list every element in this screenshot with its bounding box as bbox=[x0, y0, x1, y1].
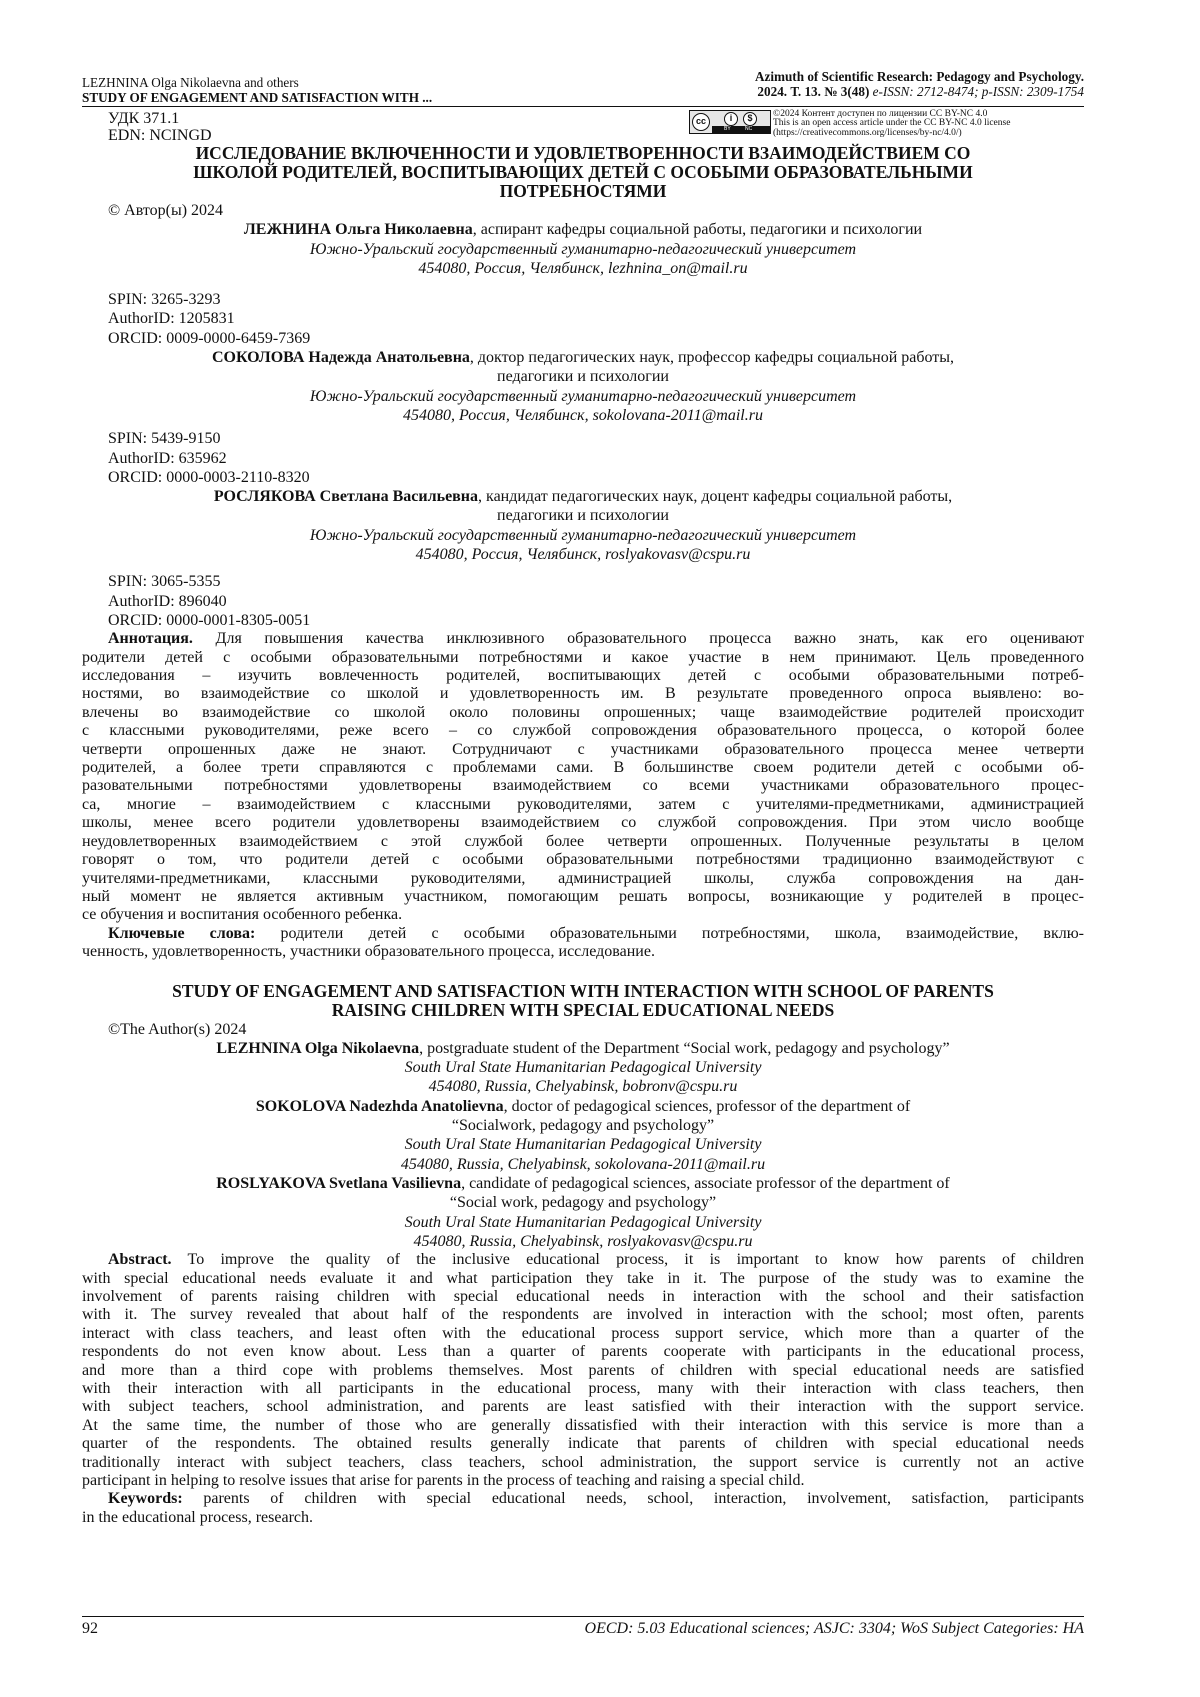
page-footer bbox=[82, 1616, 1084, 1637]
page-number: 92 bbox=[82, 1620, 98, 1637]
en-author-role: , candidate of pedagogical sciences, associate professor of the department of bbox=[461, 1174, 950, 1192]
ru-abstract bbox=[82, 630, 1084, 925]
ru-keywords-line: ченность, удовлетворенность, участники образовательного процесса, исследование. bbox=[82, 943, 655, 961]
en-abstract-line: At the same time, the number of those who are generally dissatisfied with their interaction with this service is more than a bbox=[82, 1416, 1084, 1434]
header-journal-name: Azimuth of Scientific Research: Pedagogy and Psychology. bbox=[754, 69, 1084, 84]
en-abstract-line: with their interaction with all participants in the educational process, many with their interaction with class teachers, then bbox=[82, 1379, 1084, 1397]
en-author-address: 454080, Russia, Chelyabinsk, sokolovana-2011@mail.ru bbox=[400, 1155, 766, 1173]
en-author-university: South Ural State Humanitarian Pedagogical University bbox=[404, 1213, 762, 1231]
ru-author-role: , доктор педагогических наук, профессор кафедры социальной работы, bbox=[469, 349, 955, 367]
edn-code: EDN: NCINGD bbox=[108, 127, 212, 144]
en-author-address: 454080, Russia, Chelyabinsk, roslyakovasv@cspu.ru bbox=[413, 1232, 753, 1250]
ru-abstract-line: школы, менее всего родители удовлетворены взаимодействием со службой сопровождения. При этом число вообще bbox=[82, 814, 1084, 832]
ru-abstract-line: се обучения и воспитания особенного ребенка. bbox=[82, 906, 403, 924]
ru-author-authorid: AuthorID: 635962 bbox=[108, 449, 227, 467]
ru-abstract-line: ный момент не является активным участником, помогающим решать вопросы, возникающие у родителей в процес- bbox=[82, 887, 1084, 905]
ru-author-role: , аспирант кафедры социальной работы, педагогики и психологии bbox=[472, 221, 923, 239]
license-text bbox=[773, 110, 1083, 138]
ru-abstract-line: ностями, во взаимодействие со школой и удовлетворенность им. В результате проведенного опроса выявлено: во- bbox=[82, 685, 1084, 703]
license-block bbox=[689, 110, 1083, 138]
en-abstract-line: interact with class teachers, and least often with the educational process support service, which more than a quarter of the bbox=[82, 1324, 1084, 1342]
en-title-line: STUDY OF ENGAGEMENT AND SATISFACTION WITH INTERACTION WITH SCHOOL OF PARENTS bbox=[172, 980, 994, 1001]
ru-abstract-line: исследования – изучить вовлеченность родителей, воспитывающих детей с особыми образовательными потреб- bbox=[82, 667, 1084, 685]
ru-author-2 bbox=[82, 348, 1084, 487]
en-author-role: , postgraduate student of the Department “Social work, pedagogy and psychology” bbox=[419, 1039, 950, 1057]
running-header bbox=[82, 66, 1084, 107]
en-author-2 bbox=[82, 1097, 1084, 1174]
ru-author-role-cont: педагогики и психологии bbox=[497, 368, 669, 386]
ru-author-role: , кандидат педагогических наук, доцент кафедры социальной работы, bbox=[478, 488, 953, 506]
en-author-role-cont: “Socialwork, pedagogy and psychology” bbox=[451, 1117, 715, 1135]
udk-row bbox=[82, 110, 1084, 144]
ru-title-line: ПОТРЕБНОСТЯМИ bbox=[499, 181, 667, 201]
ru-author-university: Южно-Уральский государственный гуманитарно-педагогический университет bbox=[309, 526, 857, 544]
udk-code: УДК 371.1 bbox=[108, 110, 180, 127]
en-abstract-line: quarter of the respondents. The obtained results generally indicate that parents of children with special educational needs bbox=[82, 1435, 1084, 1453]
en-abstract-line: respondents do not even know about. Less than a quarter of parents cooperate with participants in the educational process, bbox=[82, 1343, 1084, 1361]
subject-classification: OECD: 5.03 Educational sciences; ASJC: 3304; WoS Subject Categories: HA bbox=[584, 1620, 1084, 1637]
en-copyright: ©The Author(s) 2024 bbox=[108, 1020, 247, 1038]
ru-keywords-line: родители детей с особыми образовательными потребностями, школа, взаимодействие, вклю- bbox=[255, 924, 1085, 942]
license-line: ©2024 Контент доступен по лицензии CC BY-NC 4.0 bbox=[773, 109, 988, 119]
en-abstract-line: with special educational needs evaluate it and what participation they take in it. The purpose of the study was to examine the bbox=[82, 1269, 1084, 1287]
badge-by-label: BY bbox=[724, 126, 731, 132]
ru-abstract-line: влечены во взаимодействие со школой около половины опрошенных; чаще взаимодействие родителей происходит bbox=[82, 703, 1084, 721]
header-authors: LEZHNINA Olga Nikolaevna and others bbox=[82, 75, 299, 90]
ru-author-spin: SPIN: 3065-5355 bbox=[108, 573, 221, 591]
ru-abstract-line: четверти опрошенных даже не знают. Сотрудничают с участниками образовательного процесса менее четверти bbox=[82, 740, 1084, 758]
en-author-role: , doctor of pedagogical sciences, professor of the department of bbox=[503, 1097, 911, 1115]
en-abstract-line: involvement of parents raising children with special educational needs in interaction with the school and their satisfaction bbox=[82, 1287, 1084, 1305]
ru-author-name: ЛЕЖНИНА Ольга Николаевна bbox=[243, 221, 473, 239]
ru-author-name: РОСЛЯКОВА Светлана Васильевна bbox=[213, 488, 479, 506]
badge-strip bbox=[712, 126, 770, 133]
en-author-name: SOKOLOVA Nadezhda Anatolievna bbox=[255, 1097, 504, 1115]
header-short-title: STUDY OF ENGAGEMENT AND SATISFACTION WITH ... bbox=[82, 90, 433, 105]
ru-author-3 bbox=[82, 487, 1084, 630]
header-issue bbox=[755, 84, 1084, 99]
ru-abstract-label: Аннотация. bbox=[108, 630, 193, 648]
ru-keywords-label: Ключевые слова: bbox=[108, 924, 256, 942]
ru-copyright: © Автор(ы) 2024 bbox=[108, 202, 224, 219]
cc-by-nc-badge bbox=[689, 110, 771, 134]
ru-author-orcid: ORCID: 0000-0001-8305-0051 bbox=[108, 611, 311, 629]
en-keywords-label: Keywords: bbox=[108, 1490, 183, 1508]
ru-title-line: ИССЛЕДОВАНИЕ ВКЛЮЧЕННОСТИ И УДОВЛЕТВОРЕННОСТИ ВЗАИМОДЕЙСТВИЕМ СО bbox=[195, 143, 971, 163]
en-abstract bbox=[82, 1251, 1084, 1490]
ru-abstract-line: Для повышения качества инклюзивного образовательного процесса важно знать, как его оценивают bbox=[192, 630, 1084, 648]
ru-abstract-line: учителями-предметниками, классными руководителями, администрацией школы, служба сопровождения на дан- bbox=[82, 869, 1084, 887]
ru-author-orcid: ORCID: 0009-0000-6459-7369 bbox=[108, 329, 311, 347]
license-line: (https://creativecommons.org/licenses/by-nc/4.0/) bbox=[773, 127, 962, 138]
ru-author-address: 454080, Россия, Челябинск, roslyakovasv@cspu.ru bbox=[415, 546, 751, 564]
ru-author-1 bbox=[82, 220, 1084, 348]
ru-abstract-line: родители детей с особыми образовательными потребностями и какое участие в нем принимают. Цель проведенного bbox=[82, 648, 1084, 666]
en-author-1 bbox=[82, 1039, 1084, 1097]
journal-page bbox=[82, 66, 1084, 1527]
ru-abstract-line: с классными руководителями, реже всего – со службой сопровождения образовательного процесса, о которой более bbox=[82, 722, 1084, 740]
header-issue-number: 2024. Т. 13. № 3(48) bbox=[757, 84, 870, 99]
running-header-left bbox=[82, 75, 432, 105]
ru-abstract-line: говорят о том, что родители детей с особыми образовательными потребностями традиционно взаимодействуют с bbox=[82, 851, 1084, 869]
en-keywords-line: in the educational process, research. bbox=[82, 1508, 314, 1526]
ru-author-role-cont: педагогики и психологии bbox=[497, 507, 669, 525]
license-line: This is an open access article under the CC BY-NC 4.0 license bbox=[773, 118, 1011, 129]
ru-keywords bbox=[82, 925, 1084, 962]
en-title-line: RAISING CHILDREN WITH SPECIAL EDUCATIONAL NEEDS bbox=[331, 999, 835, 1020]
badge-nc-label: NC bbox=[745, 126, 753, 132]
ru-title bbox=[82, 144, 1084, 201]
ru-author-spin: SPIN: 3265-3293 bbox=[108, 291, 221, 309]
ru-abstract-line: разовательными потребностями удовлетворены взаимодействием со всеми участниками образовательного процес- bbox=[82, 777, 1084, 795]
en-abstract-line: and more than a third cope with problems themselves. Most parents of children with special educational needs are satisfied bbox=[82, 1361, 1084, 1379]
ru-author-name: СОКОЛОВА Надежда Анатольевна bbox=[211, 349, 470, 367]
running-header-right bbox=[755, 69, 1084, 99]
en-abstract-line: with subject teachers, school administration, and parents are least satisfied with their interaction with the support service. bbox=[82, 1398, 1084, 1416]
ru-author-authorid: AuthorID: 896040 bbox=[108, 592, 227, 610]
en-author-role-cont: “Social work, pedagogy and psychology” bbox=[449, 1194, 717, 1212]
en-author-3 bbox=[82, 1174, 1084, 1251]
ru-author-authorid: AuthorID: 1205831 bbox=[108, 310, 235, 328]
ru-author-spin: SPIN: 5439-9150 bbox=[108, 430, 221, 448]
ru-author-address: 454080, Россия, Челябинск, sokolovana-2011@mail.ru bbox=[403, 406, 763, 424]
en-author-university: South Ural State Humanitarian Pedagogical University bbox=[404, 1059, 762, 1077]
ru-abstract-line: родителей, а более трети справляются с проблемами сами. В большинстве своем родители детей с особыми об- bbox=[82, 759, 1084, 777]
en-abstract-line: participant in helping to resolve issues that arise for parents in the process of teaching and raising a special child. bbox=[82, 1471, 805, 1489]
en-keywords bbox=[82, 1490, 1084, 1527]
ru-abstract-line: неудовлетворенных взаимодействием с этой службой более четверти опрошенных. Полученные результаты в целом bbox=[82, 832, 1084, 850]
ru-abstract-line: са, многие – взаимодействием с классными руководителями, затем с учителями-предметниками, администрацией bbox=[82, 795, 1084, 813]
noncommercial-icon: $ bbox=[743, 112, 757, 126]
en-abstract-line: To improve the quality of the inclusive educational process, it is important to know how parents of children bbox=[171, 1251, 1084, 1269]
ru-author-university: Южно-Уральский государственный гуманитарно-педагогический университет bbox=[309, 387, 857, 405]
en-title bbox=[82, 982, 1084, 1020]
ru-title-line: ШКОЛОЙ РОДИТЕЛЕЙ, ВОСПИТЫВАЮЩИХ ДЕТЕЙ С ОСОБЫМИ ОБРАЗОВАТЕЛЬНЫМИ bbox=[193, 162, 973, 182]
ru-author-university: Южно-Уральский государственный гуманитарно-педагогический университет bbox=[309, 240, 857, 258]
udk-block bbox=[108, 110, 212, 144]
ru-author-address: 454080, Россия, Челябинск, lezhnina_on@mail.ru bbox=[418, 259, 748, 277]
en-abstract-line: traditionally interact with subject teachers, class teachers, school administration, the support service is currently not an active bbox=[82, 1453, 1084, 1471]
en-author-name: ROSLYAKOVA Svetlana Vasilievna bbox=[216, 1174, 462, 1192]
en-author-university: South Ural State Humanitarian Pedagogical University bbox=[404, 1136, 762, 1154]
en-abstract-line: with it. The survey revealed that about half of the respondents are involved in interaction with the school; most often, parents bbox=[82, 1306, 1084, 1324]
ru-author-orcid: ORCID: 0000-0003-2110-8320 bbox=[108, 468, 310, 486]
en-keywords-line: parents of children with special educational needs, school, interaction, involvement, satisfaction, participants bbox=[182, 1490, 1084, 1508]
en-abstract-label: Abstract. bbox=[108, 1251, 172, 1269]
attribution-icon: i bbox=[724, 112, 738, 126]
cc-icon: cc bbox=[692, 113, 710, 131]
en-author-address: 454080, Russia, Chelyabinsk, bobronv@cspu.ru bbox=[428, 1078, 738, 1096]
header-issn: e-ISSN: 2712-8474; p-ISSN: 2309-1754 bbox=[869, 84, 1084, 99]
en-author-name: LEZHNINA Olga Nikolaevna bbox=[216, 1039, 420, 1057]
